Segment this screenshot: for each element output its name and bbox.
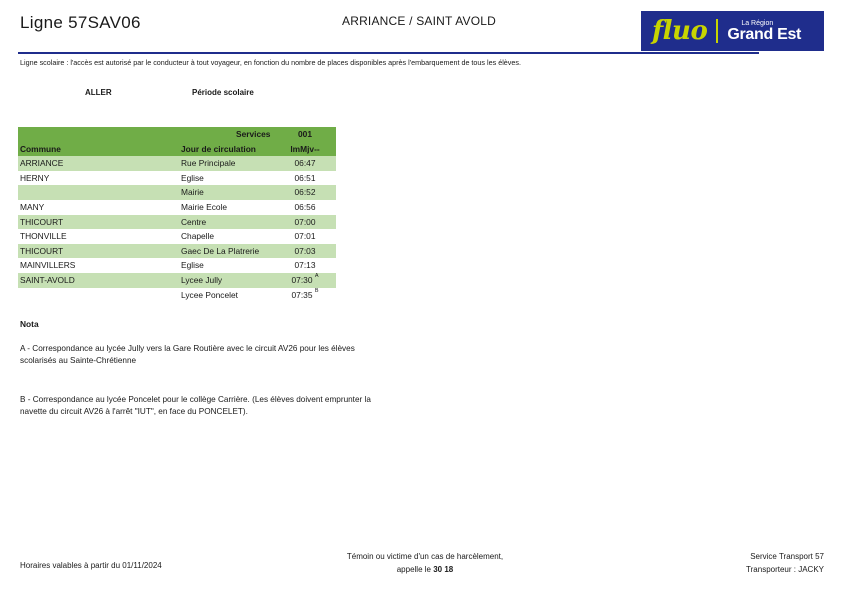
stop-cell: Gaec De La Platrerie (181, 245, 260, 256)
route-title: ARRIANCE / SAINT AVOLD (342, 14, 496, 28)
commune-cell: MAINVILLERS (20, 260, 76, 271)
table-row (18, 288, 336, 303)
line-title: Ligne 57SAV06 (20, 13, 141, 32)
nota-title: Nota (20, 319, 39, 329)
nota-b: B - Correspondance au lycée Poncelet pour le collège Carrière. (Les élèves doivent emprunter la navette du circuit AV26 à l'arrêt "IUT", en face du PONCELET). (20, 395, 371, 416)
harassment-number: 30 18 (433, 565, 454, 574)
table-row (18, 156, 336, 171)
table-row (18, 244, 336, 259)
carrier-name: Transporteur : JACKY (746, 565, 824, 574)
time-cell: 07:00 (294, 216, 316, 227)
service-number: 001 (298, 129, 312, 139)
table-row (18, 215, 336, 230)
table-row (18, 273, 336, 288)
commune-cell: THONVILLE (20, 231, 67, 242)
note-marker: A (314, 272, 319, 279)
table-row (18, 185, 336, 200)
commune-cell: MANY (20, 201, 45, 212)
validity-date: Horaires valables à partir du 01/11/2024 (20, 561, 162, 570)
time-cell: 07:03 (294, 245, 316, 256)
table-row (18, 229, 336, 244)
commune-cell: THICOURT (20, 216, 64, 227)
stop-cell: Chapelle (181, 231, 215, 242)
stop-cell: Mairie (181, 187, 204, 198)
stop-cell: Lycee Jully (181, 274, 223, 285)
header-rule (18, 52, 759, 54)
time-value: 07:35 (291, 289, 313, 300)
harassment-notice (300, 550, 550, 576)
columns-header-row (18, 142, 336, 157)
commune-header: Commune (20, 143, 61, 154)
stop-cell: Lycee Poncelet (181, 289, 238, 300)
time-value: 07:30 (291, 274, 313, 285)
nota-a: A - Correspondance au lycée Jully vers la Gare Routière avec le circuit AV26 pour les élèves scolarisés au Sainte-Chrétienne (20, 344, 355, 365)
services-label: Services (236, 129, 271, 139)
service-info (746, 550, 824, 576)
region-big-text: Grand Est (727, 25, 802, 43)
table-row (18, 258, 336, 273)
timetable (18, 127, 336, 302)
period-label: Période scolaire (192, 88, 254, 97)
time-cell: 06:52 (294, 187, 316, 198)
service-name: Service Transport 57 (750, 552, 824, 561)
harassment-call-text: appelle le (396, 565, 431, 574)
table-row (18, 171, 336, 186)
logo-separator (716, 19, 718, 43)
time-cell: 06:56 (294, 201, 316, 212)
harassment-line-1: Témoin ou victime d'un cas de harcèlement, (346, 552, 504, 561)
fluo-grand-est-logo (641, 11, 824, 51)
time-cell: 07:01 (294, 231, 316, 242)
time-cell: 07:13 (294, 260, 316, 271)
day-code: lmMjv-- (290, 143, 320, 154)
services-header-row (18, 127, 336, 142)
region-small-text: La Région (741, 19, 774, 27)
note-marker: B (314, 287, 319, 294)
stop-cell: Eglise (181, 172, 204, 183)
time-cell: 06:47 (294, 158, 316, 169)
direction-label: ALLER (85, 88, 112, 97)
stop-cell: Mairie Ecole (181, 201, 228, 212)
day-header: Jour de circulation (181, 143, 256, 154)
commune-cell: HERNY (20, 172, 50, 183)
table-row (18, 200, 336, 215)
region-logo (727, 20, 801, 43)
commune-cell: THICOURT (20, 245, 64, 256)
stop-cell: Centre (181, 216, 207, 227)
time-cell (280, 287, 330, 300)
stop-cell: Eglise (181, 260, 204, 271)
harassment-line-2 (300, 563, 550, 576)
time-cell: 06:51 (294, 172, 316, 183)
school-line-notice: Ligne scolaire : l'accès est autorisé par le conducteur à tout voyageur, en fonction du nombre de places disponibles après l'embarquement de tous les élèves. (20, 58, 521, 67)
stop-cell: Rue Principale (181, 158, 236, 169)
commune-cell: ARRIANCE (20, 158, 64, 169)
fluo-logo-text: fluo (652, 16, 708, 46)
commune-cell: SAINT-AVOLD (20, 274, 75, 285)
time-cell (280, 272, 330, 285)
